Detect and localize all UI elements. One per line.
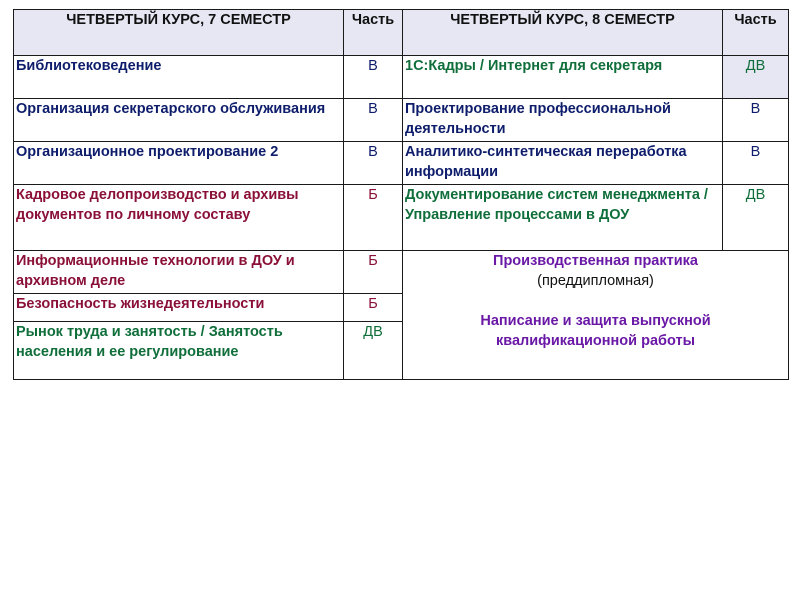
sem8-part-header: Часть <box>723 10 789 56</box>
sem7-part: ДВ <box>344 322 403 380</box>
sem7-part-header: Часть <box>344 10 403 56</box>
thesis-line-1: Написание и защита выпускной <box>480 313 711 329</box>
sem8-part: В <box>723 99 789 142</box>
sem7-subject: Библиотековедение <box>14 56 344 99</box>
sem8-subject: 1С:Кадры / Интернет для секретаря <box>403 56 723 99</box>
sem8-subject: Аналитико-синтетическая переработка информации <box>403 142 723 185</box>
practice-merged-cell <box>403 251 789 380</box>
sem7-header: ЧЕТВЕРТЫЙ КУРС, 7 СЕМЕСТР <box>14 10 344 56</box>
sem8-part: ДВ <box>723 185 789 251</box>
sem7-part: В <box>344 142 403 185</box>
sem7-part: Б <box>344 294 403 322</box>
sem7-subject: Организационное проектирование 2 <box>14 142 344 185</box>
sem7-subject: Рынок труда и занятость / Занятость населения и ее регулирование <box>14 322 344 380</box>
sem7-part: Б <box>344 185 403 251</box>
sem7-part: Б <box>344 251 403 294</box>
curriculum-table <box>13 9 789 380</box>
sem8-part: ДВ <box>723 56 789 99</box>
sem8-header: ЧЕТВЕРТЫЙ КУРС, 8 СЕМЕСТР <box>403 10 723 56</box>
sem7-subject: Информационные технологии в ДОУ и архивном деле <box>14 251 344 294</box>
table-row <box>14 142 789 185</box>
table-row <box>14 56 789 99</box>
practice-title: Производственная практика <box>493 253 698 269</box>
header-row <box>14 10 789 56</box>
table-row <box>14 99 789 142</box>
sem7-part: В <box>344 56 403 99</box>
sem7-subject: Безопасность жизнедеятельности <box>14 294 344 322</box>
sem8-part: В <box>723 142 789 185</box>
sem8-subject: Проектирование профессиональной деятельности <box>403 99 723 142</box>
thesis-line-2: квалификационной работы <box>496 333 695 349</box>
table-row <box>14 251 789 294</box>
sem7-part: В <box>344 99 403 142</box>
table-row <box>14 185 789 251</box>
sem7-subject: Организация секретарского обслуживания <box>14 99 344 142</box>
sem7-subject: Кадровое делопроизводство и архивы документов по личному составу <box>14 185 344 251</box>
sem8-subject: Документирование систем менеджмента / Управление процессами в ДОУ <box>403 185 723 251</box>
practice-note: (преддипломная) <box>537 273 654 289</box>
